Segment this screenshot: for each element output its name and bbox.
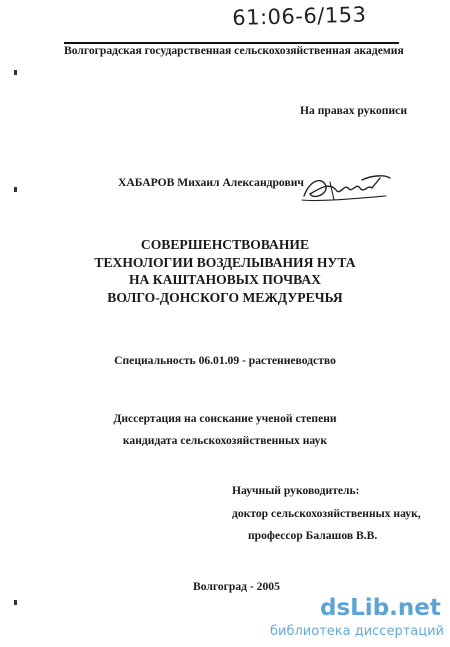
- dissertation-purpose: Диссертация на соискание ученой степени: [113, 412, 337, 425]
- city-year: Волгоград - 2005: [193, 580, 280, 593]
- scan-mark: [14, 187, 17, 192]
- watermark-caption: библиотека диссертаций: [270, 624, 444, 639]
- title-line: ВОЛГО-ДОНСКОГО МЕЖДУРЕЧЬЯ: [107, 289, 343, 305]
- title-line: ТЕХНОЛОГИИ ВОЗДЕЛЫВАНИЯ НУТА: [94, 254, 356, 270]
- watermark-logo: dsLib.net: [320, 595, 441, 621]
- author-name: ХАБАРОВ Михаил Александрович: [118, 176, 304, 189]
- title-line: НА КАШТАНОВЫХ ПОЧВАХ: [128, 272, 321, 287]
- rights-note: На правах рукописи: [300, 104, 407, 117]
- scan-mark: [14, 600, 17, 605]
- title-line: СОВЕРШЕНСТВОВАНИЕ: [140, 237, 310, 252]
- supervisor-name: профессор Балашов В.В.: [248, 529, 378, 542]
- specialty-line: Специальность 06.01.09 - растениеводство: [114, 354, 336, 367]
- dissertation-degree: кандидата сельскохозяйственных наук: [122, 434, 328, 447]
- dissertation-title: [0, 236, 450, 306]
- scan-mark: [14, 70, 17, 75]
- supervisor-label: Научный руководитель:: [232, 484, 360, 497]
- archive-stamp: 61:06-6/153: [232, 2, 367, 30]
- signature-image: [300, 170, 392, 210]
- institution-name: Волгоградская государственная сельскохозяйственная академия: [64, 44, 404, 57]
- supervisor-degree: доктор сельскохозяйственных наук,: [232, 507, 421, 520]
